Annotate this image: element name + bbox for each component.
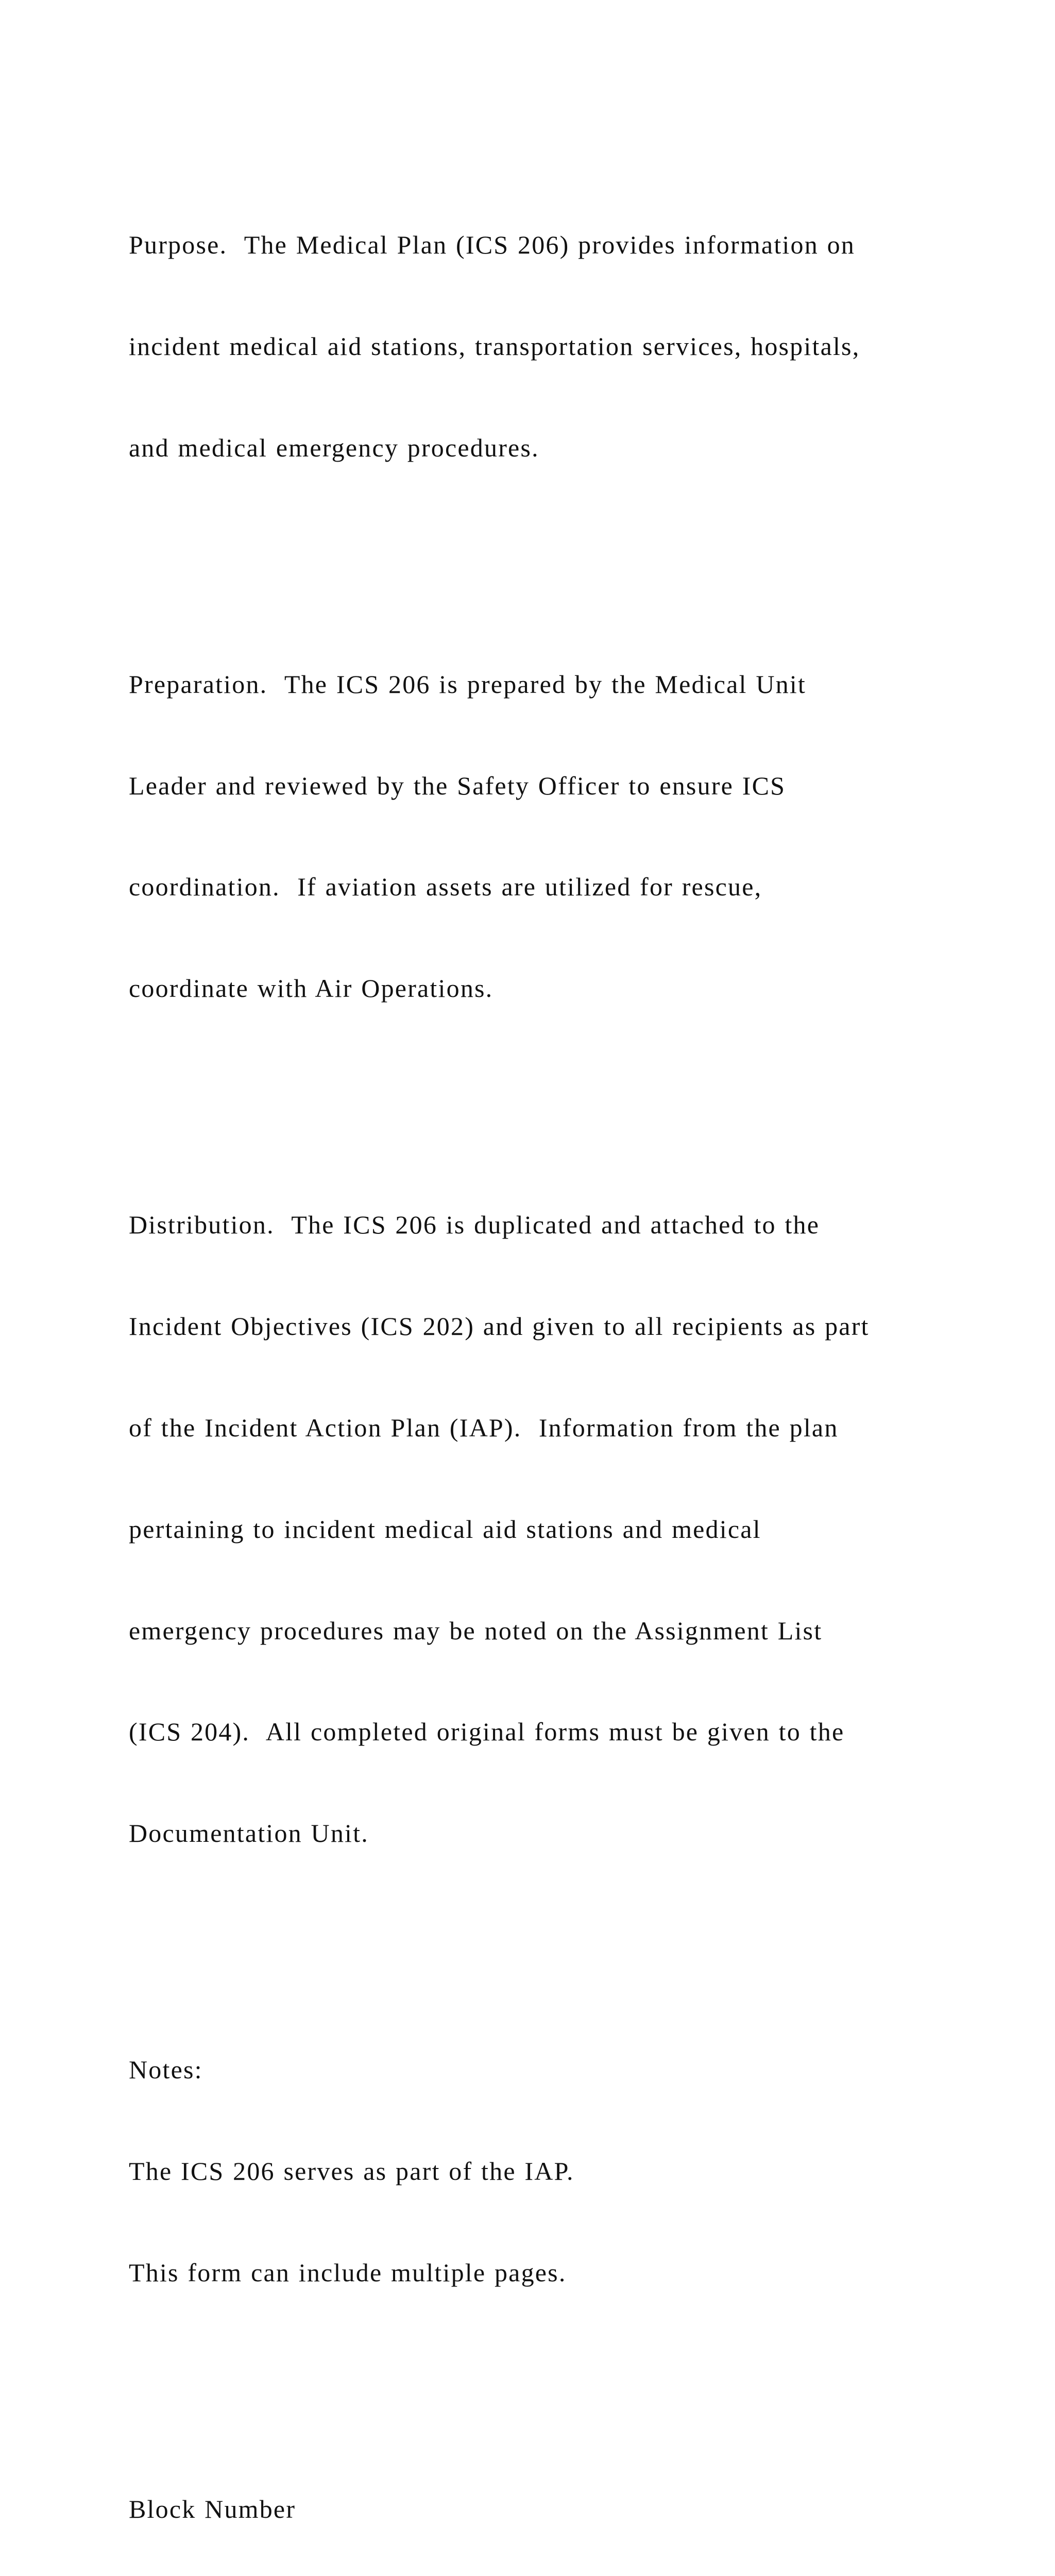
distribution-line-4: pertaining to incident medical aid stations and medical: [129, 1514, 761, 1544]
column-header-block-number: Block Number: [129, 2494, 296, 2523]
preparation-line-4: coordinate with Air Operations.: [129, 974, 494, 1003]
distribution-line-6: (ICS 204). All completed original forms must be given to the: [129, 1717, 845, 1747]
purpose-line-2: incident medical aid stations, transportation services, hospitals,: [129, 331, 860, 361]
blank-line: [129, 1918, 963, 1952]
preparation-line-1: Preparation. The ICS 206 is prepared by the Medical Unit: [129, 669, 807, 699]
distribution-line-3: of the Incident Action Plan (IAP). Information from the plan: [129, 1413, 839, 1442]
blank-line: [129, 1073, 963, 1107]
purpose-line-1: Purpose. The Medical Plan (ICS 206) provides information on: [129, 230, 856, 260]
blank-line: [129, 2358, 963, 2392]
distribution-line-7: Documentation Unit.: [129, 1819, 369, 1848]
document-body: [129, 161, 963, 2576]
purpose-line-3: and medical emergency procedures.: [129, 433, 539, 462]
preparation-line-3: coordination. If aviation assets are utilized for rescue,: [129, 872, 762, 902]
blank-line: [129, 533, 963, 567]
preparation-line-2: Leader and reviewed by the Safety Officer to ensure ICS: [129, 771, 786, 800]
distribution-line-5: emergency procedures may be noted on the Assignment List: [129, 1616, 823, 1645]
distribution-line-1: Distribution. The ICS 206 is duplicated and attached to the: [129, 1210, 820, 1240]
distribution-line-2: Incident Objectives (ICS 202) and given to all recipients as part: [129, 1312, 870, 1341]
notes-line-2: This form can include multiple pages.: [129, 2258, 567, 2287]
notes-line-1: The ICS 206 serves as part of the IAP.: [129, 2157, 574, 2186]
notes-heading: Notes:: [129, 2055, 203, 2084]
